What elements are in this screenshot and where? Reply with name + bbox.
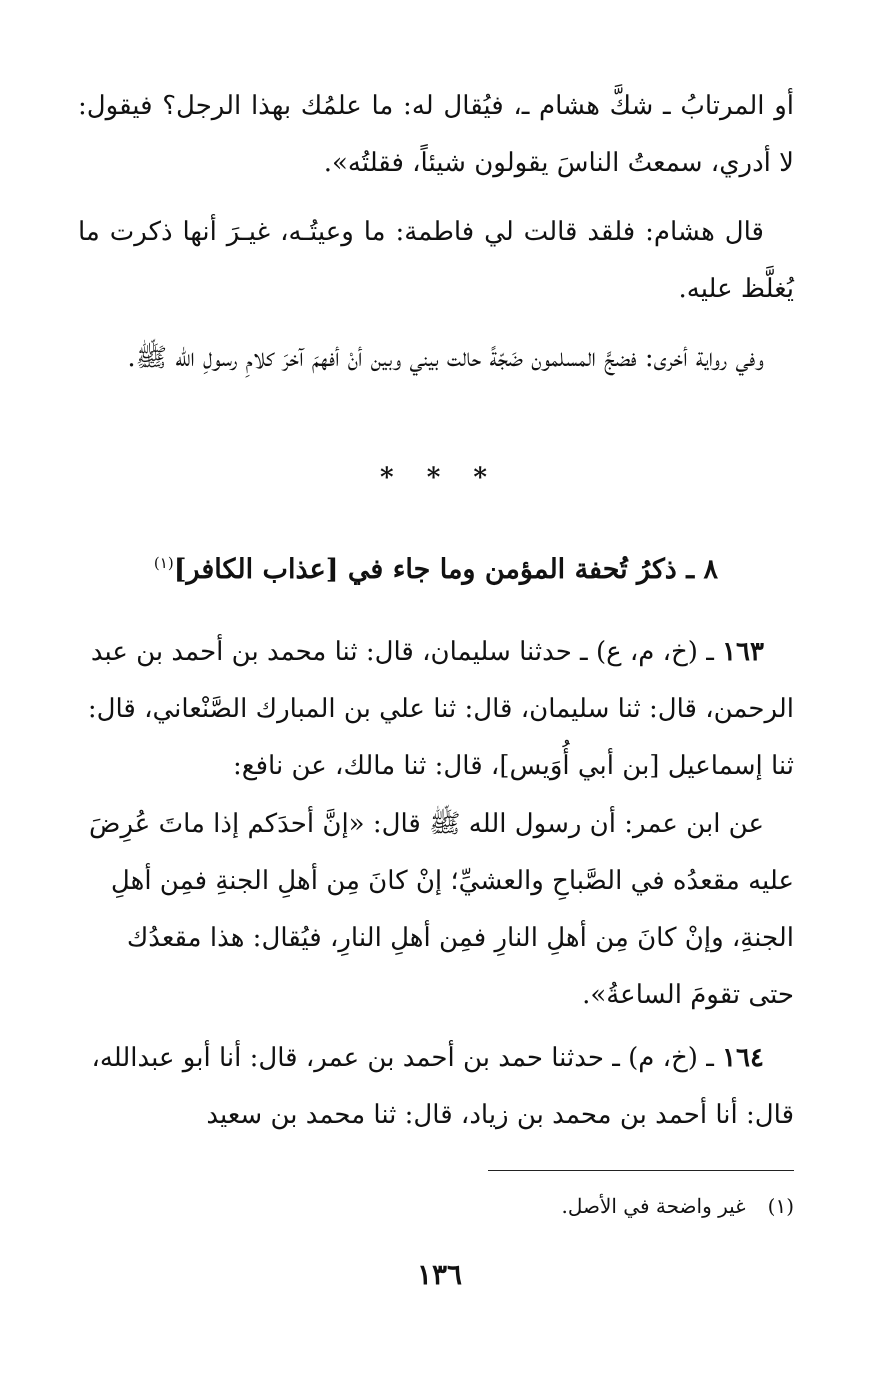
paragraph-hisham: قال هشام: فلقد قالت لي فاطمة: ما وعيتُـه، غيـرَ أنها ذكرت ما يُغلَّظ عليه. xyxy=(78,217,794,304)
footnote-text: غير واضحة في الأصل. xyxy=(561,1194,746,1218)
hadith-163-matn xyxy=(78,796,794,1036)
footnote-reference: (١) xyxy=(153,554,174,572)
footnote-number: (١) xyxy=(767,1194,794,1218)
hadith-number: ١٦٤ xyxy=(722,1043,764,1073)
page-number: ١٣٦ xyxy=(416,1258,463,1291)
footnote-divider xyxy=(488,1170,794,1171)
chapter-heading xyxy=(78,540,794,593)
hadith-164 xyxy=(78,1030,794,1156)
hadith-164-paragraph xyxy=(78,1030,794,1144)
hadith-matn-text: عن ابن عمر: أن رسول الله ﷺ قال: «إنَّ أحدَكم إذا ماتَ عُرِضَ عليه مقعدُه في الصَّباحِ والعشيِّ؛ إنْ كانَ مِن أهلِ الجنةِ فمِن أهلِ الجنةِ، وإنْ كانَ مِن أهلِ النارِ فمِن أهلِ النارِ، فيُقال: هذا مقعدُك حتى تقومَ الساعةُ». xyxy=(89,809,794,1010)
paragraph-continuation: أو المرتابُ ـ شكَّ هشام ـ، فيُقال له: ما علمُك بهذا الرجل؟ فيقول: لا أدري، سمعتُ الناسَ يقولون شيئاً، فقلتُه». xyxy=(78,91,794,178)
hadith-163-isnad xyxy=(78,624,794,807)
hadith-number: ١٦٣ xyxy=(722,637,764,667)
opening-text-block xyxy=(78,78,794,399)
paragraph-other-narration: وفي رواية أخرى: فضجَّ المسلمون ضَجّةً حالت بيني وبين أنْ أفهمَ آخرَ كلامِ رسولِ الله ﷺ. xyxy=(127,343,764,373)
chapter-heading-text: ٨ ـ ذكرُ تُحفة المؤمن وما جاء في [عذاب الكافر] xyxy=(173,554,719,585)
footnote xyxy=(78,1188,794,1224)
hadith-163-isnad-paragraph xyxy=(78,624,794,795)
section-separator: * * * xyxy=(380,463,499,493)
hadith-isnad-text: ـ (خ، م، ع) ـ حدثنا سليمان، قال: ثنا محمد بن أحمد بن عبد الرحمن، قال: ثنا سليمان، قال: ثنا علي بن المبارك الصَّنْعاني، قال: ثنا إسماعيل [بن أبي أُوَيس]، قال: ثنا مالك، عن نافع: xyxy=(87,637,794,781)
hadith-isnad-text: ـ (خ، م) ـ حدثنا حمد بن أحمد بن عمر، قال: أنا أبو عبدالله، قال: أنا أحمد بن محمد بن زياد، قال: ثنا محمد بن سعيد xyxy=(91,1043,794,1130)
